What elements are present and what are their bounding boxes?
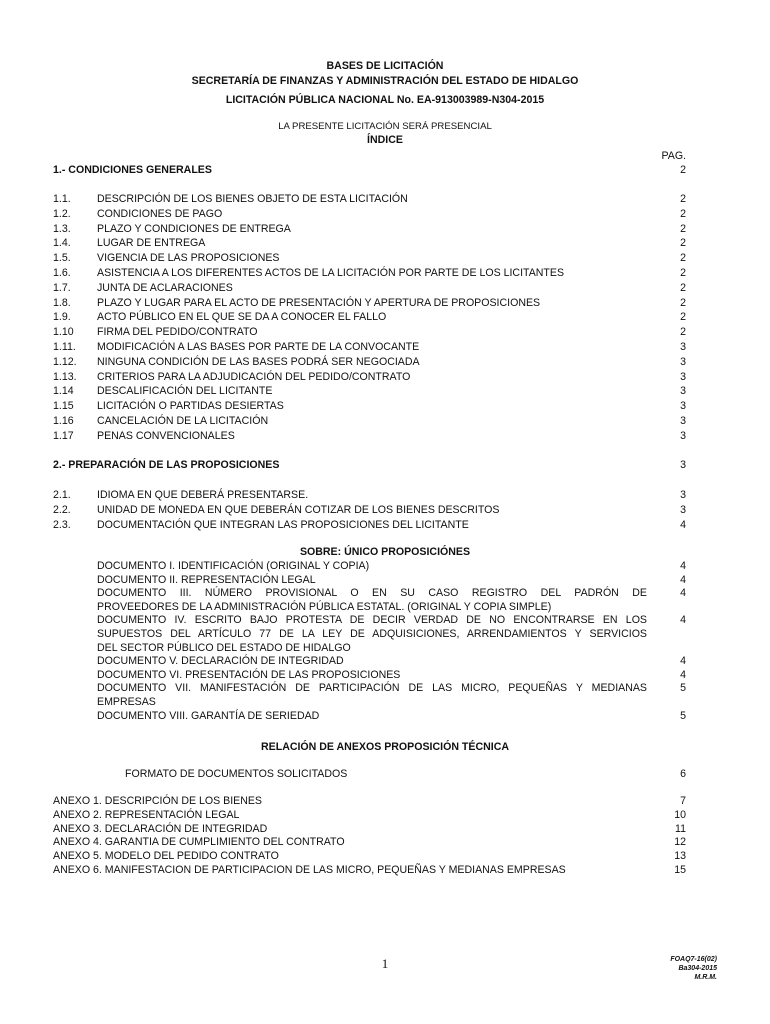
document-title: BASES DE LICITACIÓN [326,60,444,72]
anexo-item: ANEXO 5. MODELO DEL PEDIDO CONTRATO [53,850,279,863]
toc-item-title: PLAZO Y LUGAR PARA EL ACTO DE PRESENTACIÓN Y APERTURA DE PROPOSICIONES [97,296,541,309]
toc-item-page: 2 [680,252,686,265]
anexo-page: 11 [675,822,686,835]
anexo-page: 15 [674,864,686,876]
toc-item-page: 3 [680,341,686,353]
toc-item-number: 1.10 [53,326,74,339]
agency-name: SECRETARÍA DE FINANZAS Y ADMINISTRACIÓN DEL ESTADO DE HIDALGO [191,75,579,87]
document-item-line: DOCUMENTO III. NÚMERO PROVISIONAL O EN SU CASO REGISTRO DEL PADRÓN DE [97,587,647,600]
toc-item-page: 2 [680,237,686,250]
document-item-line: DOCUMENTO V. DECLARACIÓN DE INTEGRIDAD [97,655,344,668]
toc-item-title: VIGENCIA DE LAS PROPOSICIONES [97,252,280,265]
toc-item-page: 4 [680,518,686,531]
toc-item-title: UNIDAD DE MONEDA EN QUE DEBERÁN COTIZAR DE LOS BIENES DESCRITOS [97,503,500,516]
toc-item-title: PLAZO Y CONDICIONES DE ENTREGA [97,222,291,235]
toc-item-number: 1.1. [53,193,71,205]
toc-item-page: 3 [680,489,686,501]
toc-item-number: 1.7. [53,281,71,294]
document-page: 4 [680,587,686,600]
anexo-page: 13 [674,850,686,863]
document-item-line: EMPRESAS [97,696,156,708]
toc-item-page: 2 [680,311,686,324]
toc-item-number: 1.15 [53,400,74,413]
toc-item-number: 1.6. [53,267,71,279]
toc-item-number: 2.1. [53,489,71,501]
toc-item-title: ACTO PÚBLICO EN EL QUE SE DA A CONOCER EL FALLO [97,311,387,324]
anexo-item: ANEXO 1. DESCRIPCIÓN DE LOS BIENES [53,795,262,807]
section-1-title: 1.- CONDICIONES GENERALES [53,164,212,176]
toc-item-number: 1.4. [53,237,71,250]
toc-item-page: 3 [680,385,686,398]
document-item-line: DOCUMENTO VII. MANIFESTACIÓN DE PARTICIPACIÓN DE LAS MICRO, PEQUEÑAS Y MEDIANAS [97,682,647,695]
document-item-line: PROVEEDORES DE LA ADMINISTRACIÓN PÚBLICA ESTATAL. (ORIGINAL Y COPIA SIMPLE) [97,600,552,613]
toc-item-title: PENAS CONVENCIONALES [97,429,235,442]
anexo-page: 7 [680,795,686,807]
anexo-page: 12 [674,836,686,849]
toc-item-page: 3 [680,400,686,413]
document-item-line: DOCUMENTO VIII. GARANTÍA DE SERIEDAD [97,709,320,722]
toc-item-number: 2.2. [53,503,71,516]
toc-item-page: 3 [680,503,686,516]
document-item-line: DEL SECTOR PÚBLICO DEL ESTADO DE HIDALGO [97,641,351,654]
toc-item-title: IDIOMA EN QUE DEBERÁ PRESENTARSE. [97,489,309,501]
toc-item-title: DESCRIPCIÓN DE LOS BIENES OBJETO DE ESTA LICITACIÓN [97,193,408,205]
toc-item-page: 2 [680,207,686,220]
toc-item-title: LICITACIÓN O PARTIDAS DESIERTAS [97,400,284,413]
document-page: 4 [680,668,686,681]
document-item-line: DOCUMENTO VI. PRESENTACIÓN DE LAS PROPOSICIONES [97,668,401,681]
toc-item-page: 2 [680,267,686,279]
formato-label: FORMATO DE DOCUMENTOS SOLICITADOS [125,768,348,780]
document-item-line: DOCUMENTO II. REPRESENTACIÓN LEGAL [97,573,316,586]
toc-item-title: JUNTA DE ACLARACIONES [97,281,233,294]
toc-item-number: 1.5. [53,252,71,265]
toc-item-page: 2 [680,326,686,339]
toc-item-number: 1.8. [53,296,71,309]
toc-item-title: DESCALIFICACIÓN DEL LICITANTE [97,385,273,398]
page-column-label: PAG. [661,150,686,162]
toc-item-title: FIRMA DEL PEDIDO/CONTRATO [97,326,258,339]
anexo-item: ANEXO 3. DECLARACIÓN DE INTEGRIDAD [53,822,268,835]
toc-item-number: 1.17 [53,429,74,442]
toc-item-number: 1.2. [53,207,71,220]
toc-item-title: CRITERIOS PARA LA ADJUDICACIÓN DEL PEDIDO/CONTRATO [97,370,411,383]
toc-item-title: MODIFICACIÓN A LAS BASES POR PARTE DE LA CONVOCANTE [97,341,420,353]
section-1-page: 2 [680,164,686,176]
document-item-line: DOCUMENTO I. IDENTIFICACIÓN (ORIGINAL Y COPIA) [97,560,370,572]
document-page: 4 [680,614,686,627]
toc-item-page: 2 [680,222,686,235]
anexo-page: 10 [674,808,686,821]
toc-item-page: 3 [680,429,686,442]
toc-item-number: 1.16 [53,415,74,427]
document-page: 4 [680,573,686,586]
section-2-page: 3 [680,459,686,471]
toc-item-number: 1.3. [53,222,71,235]
toc-item-number: 1.11. [53,341,76,353]
presential-notice: LA PRESENTE LICITACIÓN SERÁ PRESENCIAL [278,121,492,132]
toc-item-page: 2 [680,193,686,205]
toc-item-title: ASISTENCIA A LOS DIFERENTES ACTOS DE LA LICITACIÓN POR PARTE DE LOS LICITANTES [97,267,565,279]
page-number: 1 [381,956,389,971]
document-item-line: DOCUMENTO IV. ESCRITO BAJO PROTESTA DE DECIR VERDAD DE NO ENCONTRARSE EN LOS [97,614,647,627]
document-item-line: SUPUESTOS DEL ARTÍCULO 77 DE LA LEY DE ADQUISICIONES, ARRENDAMIENTOS Y SERVICIOS [97,628,647,640]
toc-item-title: CONDICIONES DE PAGO [97,207,223,220]
toc-item-page: 2 [680,296,686,309]
anexo-item: ANEXO 4. GARANTIA DE CUMPLIMIENTO DEL CONTRATO [53,836,345,849]
toc-item-number: 1.13. [53,370,77,383]
anexo-item: ANEXO 6. MANIFESTACION DE PARTICIPACION DE LAS MICRO, PEQUEÑAS Y MEDIANAS EMPRESAS [53,864,566,876]
document-code-line: FOAQ7-16(02) [670,956,717,963]
toc-item-page: 3 [680,355,686,368]
toc-item-title: NINGUNA CONDICIÓN DE LAS BASES PODRÁ SER NEGOCIADA [97,355,420,368]
document-page: 4 [680,655,686,668]
section-2-title: 2.- PREPARACIÓN DE LAS PROPOSICIONES [53,459,280,471]
toc-item-number: 1.14 [53,385,74,398]
anexos-heading: RELACIÓN DE ANEXOS PROPOSICIÓN TÉCNICA [261,741,509,753]
toc-item-page: 3 [680,415,686,427]
toc-item-page: 2 [680,281,686,294]
document-page: 4 [680,560,686,572]
toc-item-number: 2.3. [53,518,71,531]
toc-item-title: CANCELACIÓN DE LA LICITACIÓN [97,415,269,427]
sobre-heading: SOBRE: ÚNICO PROPOSICIÓNES [299,546,471,558]
toc-item-number: 1.9. [53,311,71,324]
toc-item-title: LUGAR DE ENTREGA [97,237,206,250]
index-heading: ÍNDICE [367,134,403,146]
document-code [670,955,717,982]
document-code-line: M.R.M. [694,974,717,981]
document-page: 5 [680,709,686,722]
document-page: 5 [680,682,686,695]
tender-number: LICITACIÓN PÚBLICA NACIONAL No. EA-913003989-N304-2015 [225,94,545,106]
toc-item-page: 3 [680,370,686,383]
toc-item-number: 1.12. [53,355,77,368]
document-code-line: Ba304-2015 [678,965,717,972]
anexo-item: ANEXO 2. REPRESENTACIÓN LEGAL [53,808,240,821]
toc-item-title: DOCUMENTACIÓN QUE INTEGRAN LAS PROPOSICIONES DEL LICITANTE [97,518,469,531]
formato-page: 6 [680,768,686,780]
